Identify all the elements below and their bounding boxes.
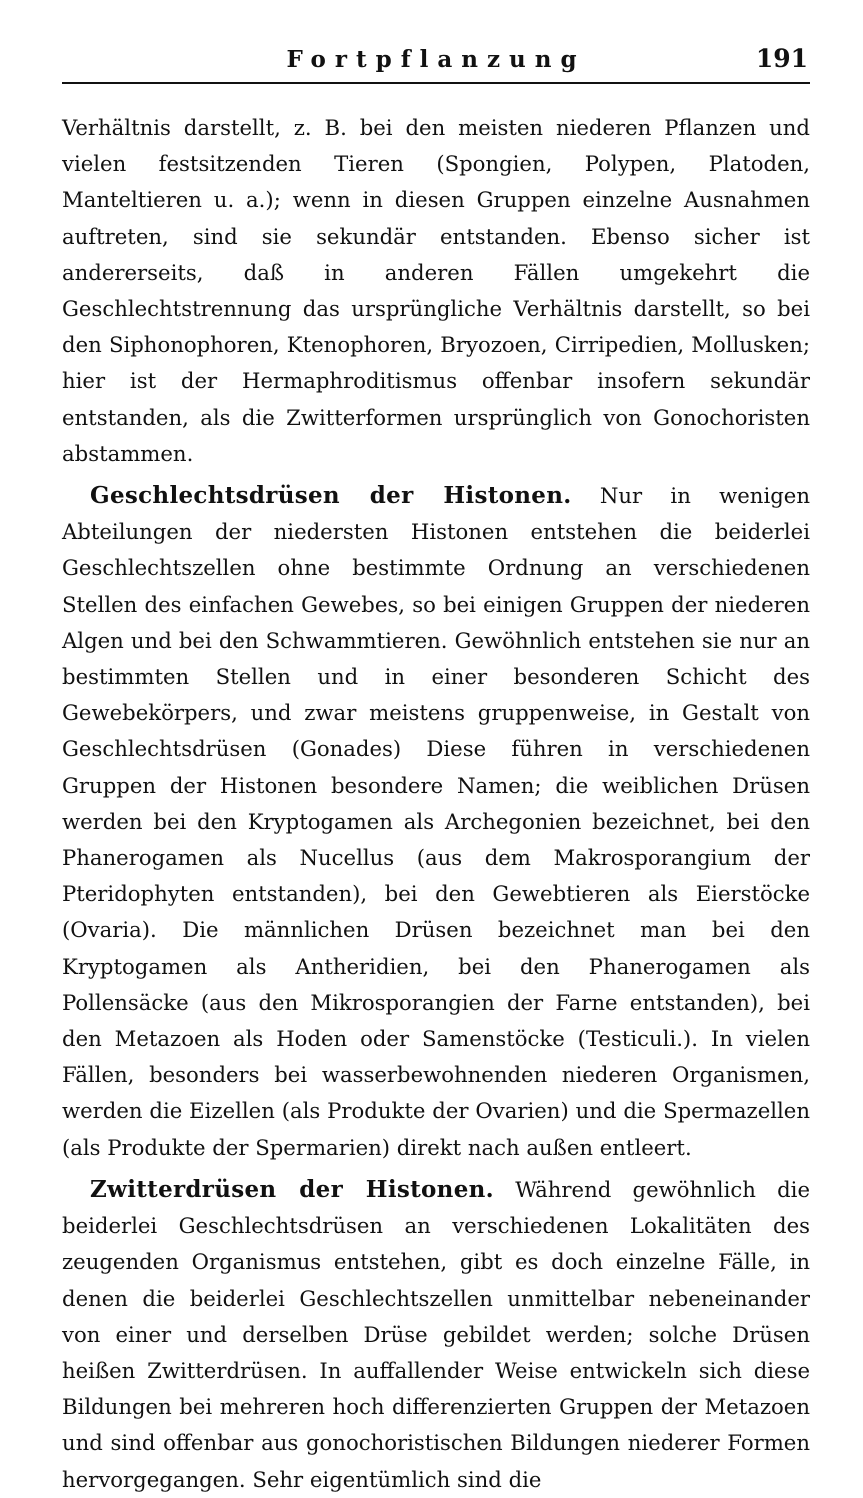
section-heading: Geschlechtsdrüsen der Histonen. bbox=[90, 482, 572, 510]
running-title: Fortpflanzung bbox=[286, 46, 586, 73]
paragraph-text: Während gewöhnlich die beiderlei Geschlechtsdrüsen an verschiedenen Lokalitäten des zeugenden Organismus entstehen, gibt es doch einzelne Fälle, in denen die beiderlei Geschlechtszellen unmittelbar nebeneinander von einer und derselben Drüse gebildet werden; solche Drüsen heißen Zwitterdrüsen. In auffallender Weise entwickeln sich diese Bildungen bei mehreren hoch differenzierten Gruppen der Metazoen und sind offenbar aus gonochoristischen Bildungen niederer Formen hervorgegangen. Sehr eigentümlich sind die bbox=[62, 1176, 810, 1492]
paragraph-text: Nur in wenigen Abteilungen der niedersten Histonen entstehen die beiderlei Geschlechtszellen ohne bestimmte Ordnung an verschiedenen Stellen des einfachen Gewebes, so bei einigen Gruppen der niederen Algen und bei den Schwammtieren. Gewöhnlich entstehen sie nur an bestimmten Stellen und in einer besonderen Schicht des Gewebekörpers, und zwar meistens gruppenweise, in Gestalt von Geschlechtsdrüsen (Gonades) Diese führen in verschiedenen Gruppen der Histonen besondere Namen; die weiblichen Drüsen werden bei den Kryptogamen als Archegonien bezeichnet, bei den Phanerogamen als Nucellus (aus dem Makrosporangium der Pteridophyten entstanden), bei den Gewebtieren als Eierstöcke (Ovaria). Die männlichen Drüsen bezeichnet man bei den Kryptogamen als Antheridien, bei den Phanerogamen als Pollensäcke (aus den Mikrosporangien der Farne entstanden), bei den Metazoen als Hoden oder Samenstöcke (Testiculi.). In vielen Fällen, besonders bei wasserbewohnenden niederen Organismen, werden die Eizellen (als Produkte der Ovarien) und die Spermazellen (als Produkte der Spermarien) direkt nach außen entleert. bbox=[62, 483, 810, 1160]
page-number: 191 bbox=[755, 44, 808, 73]
paragraph-zwitterdruesen bbox=[62, 1172, 810, 1498]
book-page bbox=[62, 40, 810, 1498]
body-text bbox=[62, 110, 810, 1498]
paragraph-geschlechtsdruesen bbox=[62, 478, 810, 1166]
running-header bbox=[62, 40, 810, 84]
paragraph-continuation bbox=[62, 110, 810, 472]
section-heading: Zwitterdrüsen der Histonen. bbox=[90, 1175, 494, 1203]
paragraph-text: Verhältnis darstellt, z. B. bei den meisten niederen Pflanzen und vielen festsitzenden Tieren (Spongien, Polypen, Platoden, Manteltieren u. a.); wenn in diesen Gruppen einzelne Ausnahmen auftreten, sind sie sekundär entstanden. Ebenso sicher ist andererseits, daß in anderen Fällen umgekehrt die Geschlechtstrennung das ursprüngliche Verhältnis darstellt, so bei den Siphonophoren, Ktenophoren, Bryozoen, Cirripedien, Mollusken; hier ist der Hermaphroditismus offenbar insofern sekundär entstanden, als die Zwitterformen ursprünglich von Gonochoristen abstammen. bbox=[62, 115, 810, 466]
